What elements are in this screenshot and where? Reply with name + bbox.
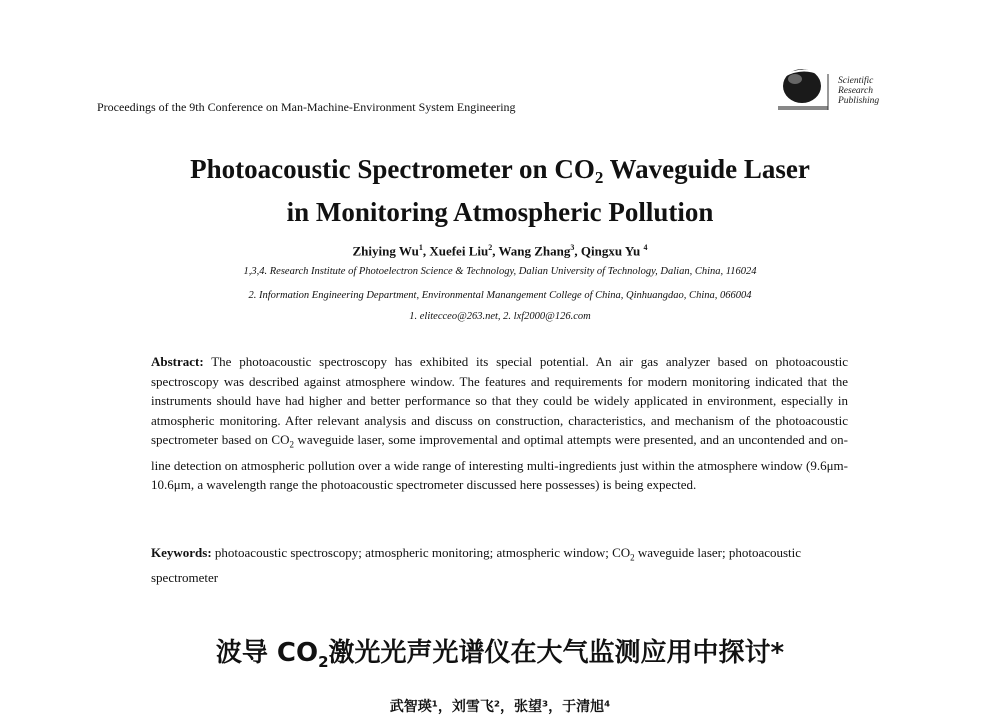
paper-title bbox=[0, 152, 1000, 230]
publisher-line-1: Scientific bbox=[838, 76, 874, 86]
title-line-2: in Monitoring Atmospheric Pollution bbox=[286, 197, 714, 227]
author-name: Xuefei Liu bbox=[429, 243, 489, 259]
abstract-label: Abstract: bbox=[151, 354, 204, 369]
keywords: Keywords: photoacoustic spectroscopy; atmospheric monitoring; atmospheric window; $CO_2$ waveguide laser; photoacoustic spectrometer bbox=[151, 545, 802, 586]
affiliation-2: 2. Information Engineering Department, Environmental Manangement College of China, Qinhuangdao, China, 066004 bbox=[248, 290, 752, 301]
author-list: Zhiying Wu$^1$, Xuefei Liu$^2$, Wang Zhang$^3$, Qingxu Yu $^4$ bbox=[352, 243, 648, 259]
chinese-authors: 武智瑛¹，刘雪飞²，张望³，于清旭⁴ bbox=[389, 699, 611, 715]
author-name: Zhiying Wu bbox=[352, 243, 419, 259]
author-name: Qingxu Yu bbox=[580, 243, 641, 259]
publisher-line-2: Research bbox=[838, 86, 873, 96]
chinese-title: 波导 $CO_2$激光光声光谱仪在大气监测应用中探讨* bbox=[215, 638, 785, 672]
globe-logo-icon bbox=[776, 64, 836, 116]
author-emails: 1. elitecceo@263.net, 2. lxf2000@126.com bbox=[409, 311, 591, 322]
conference-name: Proceedings of the 9th Conference on Man-Machine-Environment System Engineering bbox=[97, 100, 516, 114]
keywords-label: Keywords: bbox=[151, 545, 212, 560]
title-line-1: Photoacoustic Spectrometer on $CO_2$ Waveguide Laser bbox=[190, 154, 810, 187]
affiliation-1: 1,3,4. Research Institute of Photoelectron Science & Technology, Dalian University of Technology, Dalian, China, 116024 bbox=[243, 266, 757, 277]
publisher-line-3: Publishing bbox=[838, 96, 880, 106]
publisher-logo bbox=[776, 64, 896, 116]
author-name: Wang Zhang bbox=[498, 243, 571, 259]
abstract: Abstract: The photoacoustic spectroscopy has exhibited its special potential. An air gas analyzer based on photoacoustic spectroscopy was described against atmosphere window. The features and requirements for modern monitoring indicated that the instruments should have had higher and better performance so that they could be widely applicated in environment, especially in atmospheric monitoring. After relevant analysis and discuss on construction, characteristics, and mechanism of the photoacoustic spectrometer based on $CO_2$ waveguide laser, some improvemental and optimal attempts were presented, and an uncontended and on-line detection on atmospheric pollution over a wide range of interesting multi-ingredients just within the atmosphere window (9.6μm-10.6μm, a wavelength range the photoacoustic spectrometer discussed here possesses) is being expected. bbox=[151, 354, 848, 493]
